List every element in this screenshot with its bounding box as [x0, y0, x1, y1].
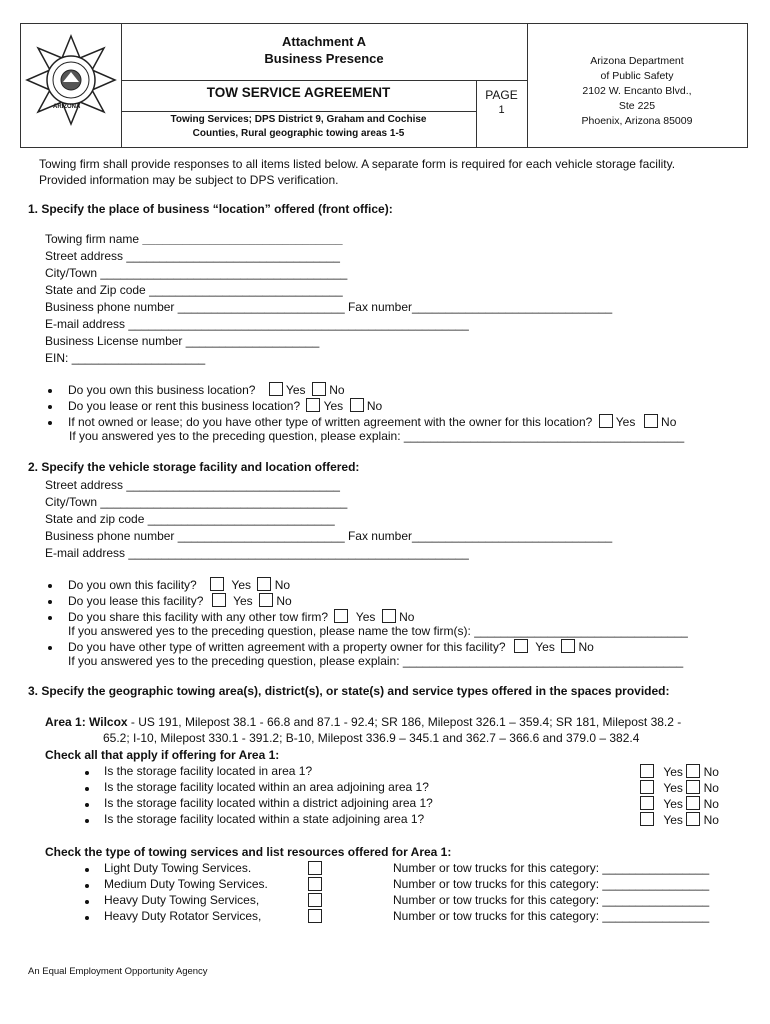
- fax-label: Fax number: [347, 529, 412, 543]
- storage-street-field[interactable]: ________________________________: [126, 478, 340, 492]
- service-heavy-duty: Heavy Duty Towing Services,: [104, 893, 260, 907]
- yes-checkbox[interactable]: [269, 382, 283, 396]
- light-duty-trucks-field[interactable]: ________________: [602, 861, 710, 875]
- heavy-rotator-trucks-row: [393, 909, 709, 924]
- service-light-duty: Light Duty Towing Services.: [104, 861, 252, 875]
- storage-email-field[interactable]: ___________________________________________________: [128, 546, 469, 560]
- dps-seal-badge: [25, 34, 117, 126]
- yes-checkbox[interactable]: [640, 796, 654, 810]
- light-duty-trucks-row: [393, 861, 709, 876]
- agency-line: Arizona Department: [590, 55, 684, 67]
- no-label: No: [661, 415, 677, 429]
- bullet: [48, 646, 52, 650]
- trucks-label: Number or tow trucks for this category:: [393, 909, 600, 923]
- other-agreement-question: [68, 414, 676, 430]
- state-zip-field[interactable]: _____________________________: [149, 283, 343, 297]
- trucks-label: Number or tow trucks for this category:: [393, 861, 600, 875]
- license-label: Business License number: [45, 334, 183, 348]
- bullet: [48, 421, 52, 425]
- bullet: [85, 868, 89, 872]
- firm-name-label: Towing firm name: [45, 232, 140, 246]
- street-label: Street address: [45, 478, 124, 492]
- agency-line: of Public Safety: [600, 70, 674, 82]
- yes-label: Yes: [615, 415, 636, 429]
- bullet: [48, 405, 52, 409]
- facility-explain-row: [68, 654, 683, 669]
- email-row: [45, 317, 469, 332]
- no-checkbox[interactable]: [686, 796, 700, 810]
- license-row: [45, 334, 319, 349]
- intro-line-1: Towing firm shall provide responses to all items listed below. A separate form is required for each vehicle storage facility.: [39, 157, 676, 171]
- yes-checkbox[interactable]: [334, 609, 348, 623]
- area-1-routes: - US 191, Milepost 38.1 - 66.8 and 87.1 - 92.4; SR 186, Milepost 326.1 – 359.4; SR 181, Milepost 38.2 -: [127, 715, 682, 729]
- share-name-label: If you answered yes to the preceding question, please name the tow firm(s):: [68, 624, 471, 638]
- yes-checkbox[interactable]: [212, 593, 226, 607]
- check-item-3: Is the storage facility located within a district adjoining area 1?: [104, 796, 433, 810]
- no-label: No: [329, 383, 345, 397]
- no-checkbox[interactable]: [382, 609, 396, 623]
- firm-name-field[interactable]: ______________________________: [142, 232, 343, 246]
- no-checkbox[interactable]: [686, 780, 700, 794]
- bullet: [85, 787, 89, 791]
- question-text: Do you own this business location?: [68, 383, 256, 397]
- scope-line-2: Counties, Rural geographic towing areas 1-5: [192, 128, 405, 139]
- section1-heading: 1. Specify the place of business “location” offered (front office):: [28, 202, 393, 216]
- question-text: Do you lease or rent this business location?: [68, 399, 301, 413]
- email-field[interactable]: ___________________________________________________: [128, 317, 469, 331]
- bullet: [85, 771, 89, 775]
- no-checkbox[interactable]: [644, 414, 658, 428]
- facility-agreement-question: [68, 639, 594, 655]
- medium-duty-trucks-field[interactable]: ________________: [602, 877, 710, 891]
- storage-email-row: [45, 546, 469, 561]
- no-checkbox[interactable]: [257, 577, 271, 591]
- no-checkbox[interactable]: [350, 398, 364, 412]
- seal-text: ARIZONA: [53, 104, 81, 110]
- no-label: No: [366, 399, 383, 413]
- area-1-label: Area 1: Wilcox: [45, 715, 128, 729]
- heavy-duty-trucks-field[interactable]: ________________: [602, 893, 710, 907]
- heavy-rotator-trucks-field[interactable]: ________________: [602, 909, 710, 923]
- no-label: No: [274, 578, 291, 592]
- bullet: [48, 600, 52, 604]
- storage-fax-field[interactable]: ______________________________: [412, 529, 613, 543]
- storage-phone-fax-row: [45, 529, 612, 544]
- footer-eeo: An Equal Employment Opportunity Agency: [28, 966, 208, 977]
- state-zip-row: [45, 283, 343, 298]
- share-name-field[interactable]: ________________________________: [474, 624, 688, 638]
- no-label: No: [703, 781, 719, 795]
- fax-field[interactable]: ______________________________: [412, 300, 613, 314]
- no-checkbox[interactable]: [686, 764, 700, 778]
- yes-label: Yes: [233, 594, 253, 608]
- attachment-title: Attachment A: [281, 34, 367, 49]
- explain-field[interactable]: __________________________________________: [403, 429, 685, 443]
- storage-city-field[interactable]: _____________________________________: [100, 495, 348, 509]
- city-label: City/Town: [45, 266, 98, 280]
- yes-checkbox[interactable]: [640, 764, 654, 778]
- check-item-2-yes-no: [640, 780, 719, 796]
- check-item-4: Is the storage facility located within a state adjoining area 1?: [104, 812, 425, 826]
- no-checkbox[interactable]: [259, 593, 273, 607]
- email-label: E-mail address: [45, 317, 126, 331]
- ein-row: [45, 351, 205, 366]
- agency-address: [527, 54, 747, 129]
- email-label: E-mail address: [45, 546, 126, 560]
- street-label: Street address: [45, 249, 124, 263]
- yes-label: Yes: [663, 765, 683, 779]
- phone-label: Business phone number: [45, 529, 175, 543]
- page-number: 1: [498, 104, 505, 116]
- medium-duty-trucks-row: [393, 877, 709, 892]
- city-row: [45, 266, 347, 281]
- ein-field[interactable]: ____________________: [71, 351, 206, 365]
- agency-line: 2102 W. Encanto Blvd.,: [582, 85, 692, 97]
- bullet: [85, 819, 89, 823]
- trucks-label: Number or tow trucks for this category:: [393, 877, 600, 891]
- scope-line-1: Towing Services; DPS District 9, Graham and Cochise: [170, 114, 427, 125]
- intro-line-2: Provided information may be subject to DPS verification.: [39, 173, 339, 187]
- yes-label: Yes: [663, 781, 683, 795]
- agency-line: Phoenix, Arizona 85009: [581, 115, 693, 127]
- question-text: Do you have other type of written agreement with a property owner for this facility?: [68, 640, 506, 654]
- bullet: [85, 916, 89, 920]
- yes-label: Yes: [355, 610, 376, 624]
- own-location-question: [68, 382, 345, 398]
- lease-location-question: [68, 398, 382, 414]
- explain-label: If you answered yes to the preceding question, please explain:: [68, 654, 400, 668]
- storage-phone-field[interactable]: _________________________: [177, 529, 345, 543]
- storage-state-zip-row: [45, 512, 335, 527]
- section3-heading: 3. Specify the geographic towing area(s), district(s), or state(s) and service types offered in the spaces provided:: [28, 684, 670, 698]
- yes-checkbox[interactable]: [514, 639, 528, 653]
- phone-fax-row: [45, 300, 612, 315]
- page-label: PAGE: [485, 88, 518, 102]
- share-facility-question: [68, 609, 414, 625]
- section2-heading: 2. Specify the vehicle storage facility and location offered:: [28, 460, 360, 474]
- heavy-rotator-checkbox[interactable]: [308, 909, 322, 923]
- state-zip-label: State and zip code: [45, 512, 145, 526]
- services-heading: Check the type of towing services and list resources offered for Area 1:: [45, 845, 452, 859]
- bullet: [85, 803, 89, 807]
- city-label: City/Town: [45, 495, 98, 509]
- question-text: Do you lease this facility?: [68, 594, 204, 608]
- heavy-duty-checkbox[interactable]: [308, 893, 322, 907]
- fax-label: Fax number: [347, 300, 412, 314]
- phone-label: Business phone number: [45, 300, 175, 314]
- header-table: [20, 23, 748, 148]
- heavy-duty-trucks-row: [393, 893, 709, 908]
- trucks-label: Number or tow trucks for this category:: [393, 893, 600, 907]
- state-zip-label: State and Zip code: [45, 283, 146, 297]
- yes-checkbox[interactable]: [640, 812, 654, 826]
- service-heavy-rotator: Heavy Duty Rotator Services,: [104, 909, 262, 923]
- bullet: [85, 884, 89, 888]
- check-item-4-yes-no: [640, 812, 719, 828]
- check-item-1-yes-no: [640, 764, 719, 780]
- yes-label: Yes: [323, 399, 344, 413]
- area-1-routes-continued: 65.2; I-10, Milepost 330.1 - 391.2; B-10, Milepost 336.9 – 345.1 and 362.7 – 366.6 and 379.0 – 382.4: [103, 731, 640, 745]
- bullet: [48, 616, 52, 620]
- attachment-subtitle: Business Presence: [264, 51, 384, 66]
- street-field[interactable]: ________________________________: [126, 249, 340, 263]
- no-checkbox[interactable]: [312, 382, 326, 396]
- bullet: [48, 389, 52, 393]
- check-item-3-yes-no: [640, 796, 719, 812]
- no-label: No: [276, 594, 292, 608]
- area-1-check-heading: Check all that apply if offering for Area 1:: [45, 748, 280, 762]
- ein-label: EIN:: [45, 351, 69, 365]
- yes-label: Yes: [285, 383, 306, 397]
- bullet: [48, 584, 52, 588]
- yes-checkbox[interactable]: [599, 414, 613, 428]
- yes-label: Yes: [231, 578, 251, 592]
- question-text: Do you own this facility?: [68, 578, 197, 592]
- yes-checkbox[interactable]: [210, 577, 224, 591]
- question-text: If not owned or lease; do you have other type of written agreement with the owner for this location?: [68, 415, 593, 429]
- bullet: [85, 900, 89, 904]
- lease-facility-question: [68, 593, 292, 609]
- street-row: [45, 249, 340, 264]
- agency-line: Ste 225: [618, 100, 656, 112]
- storage-state-zip-field[interactable]: ____________________________: [147, 512, 335, 526]
- own-facility-question: [68, 577, 290, 593]
- facility-explain-field[interactable]: __________________________________________: [402, 654, 684, 668]
- license-field[interactable]: ____________________: [185, 334, 320, 348]
- medium-duty-checkbox[interactable]: [308, 877, 322, 891]
- storage-city-row: [45, 495, 347, 510]
- storage-street-row: [45, 478, 340, 493]
- light-duty-checkbox[interactable]: [308, 861, 322, 875]
- no-label: No: [703, 765, 719, 779]
- yes-label: Yes: [663, 813, 683, 827]
- yes-label: Yes: [663, 797, 683, 811]
- no-checkbox[interactable]: [561, 639, 575, 653]
- no-label: No: [399, 610, 415, 624]
- agreement-title: TOW SERVICE AGREEMENT: [206, 85, 391, 100]
- area-1-description: [45, 715, 681, 730]
- no-checkbox[interactable]: [686, 812, 700, 826]
- yes-label: Yes: [535, 640, 555, 654]
- explain-label: If you answered yes to the preceding question, please explain:: [69, 429, 401, 443]
- explain-row: [69, 429, 684, 444]
- yes-checkbox[interactable]: [640, 780, 654, 794]
- city-field[interactable]: _____________________________________: [100, 266, 348, 280]
- service-medium-duty: Medium Duty Towing Services.: [104, 877, 268, 891]
- firm-name-row: [45, 232, 343, 247]
- no-label: No: [703, 797, 719, 811]
- check-item-2: Is the storage facility located within an area adjoining area 1?: [104, 780, 429, 794]
- no-label: No: [703, 813, 719, 827]
- check-item-1: Is the storage facility located in area 1?: [104, 764, 313, 778]
- yes-checkbox[interactable]: [306, 398, 320, 412]
- question-text: Do you share this facility with any other tow firm?: [68, 610, 329, 624]
- phone-field[interactable]: _________________________: [177, 300, 345, 314]
- no-label: No: [578, 640, 594, 654]
- share-name-row: [68, 624, 688, 639]
